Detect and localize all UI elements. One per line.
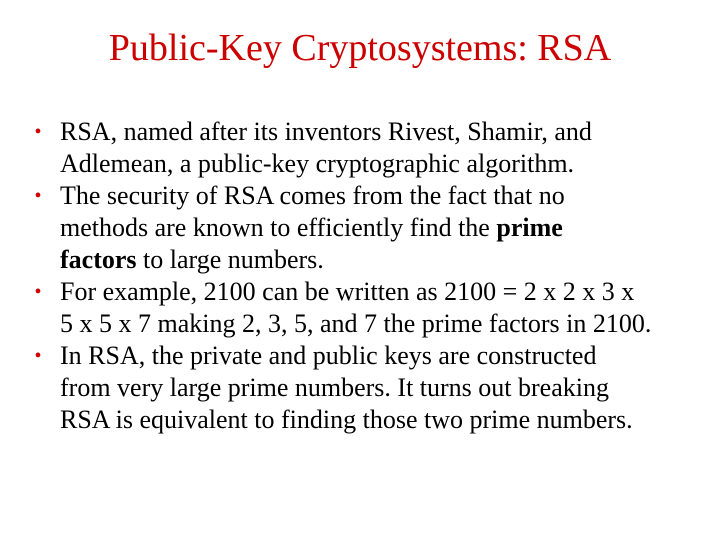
bullet-icon: •	[34, 345, 42, 367]
bullet-2-line-3-text: to large numbers.	[143, 245, 324, 274]
bullet-item-2	[28, 180, 708, 276]
bullet-4-line-2: from very large prime numbers. It turns out breaking	[60, 373, 609, 402]
bullet-item-1	[28, 116, 708, 180]
bold-term-prime: prime	[496, 213, 563, 242]
bullet-1-line-1: RSA, named after its inventors Rivest, Shamir, and	[60, 117, 592, 146]
bullet-2-line-3	[60, 244, 708, 276]
bullet-2-line-1: The security of RSA comes from the fact that no	[60, 181, 565, 210]
bold-term-factors: factors	[60, 245, 137, 274]
bullet-1-line-2: Adlemean, a public-key cryptographic algorithm.	[60, 149, 575, 178]
bullet-2-line-2	[60, 212, 708, 244]
bullet-4-line-3: RSA is equivalent to finding those two prime numbers.	[60, 405, 633, 434]
bullet-item-3	[28, 276, 708, 340]
slide-title: Public-Key Cryptosystems: RSA	[108, 27, 612, 69]
bullet-4-line-1: In RSA, the private and public keys are constructed	[60, 341, 597, 370]
bullet-list	[28, 116, 708, 436]
bullet-icon: •	[34, 121, 42, 143]
bullet-2-line-2-text: methods are known to efficiently find the	[60, 213, 490, 242]
bullet-icon: •	[34, 281, 42, 303]
bullet-icon: •	[34, 185, 42, 207]
bullet-3-line-1: For example, 2100 can be written as 2100 = 2 x 2 x 3 x	[60, 277, 635, 306]
bullet-item-4	[28, 340, 708, 436]
bullet-3-line-2: 5 x 5 x 7 making 2, 3, 5, and 7 the prime factors in 2100.	[60, 309, 652, 338]
